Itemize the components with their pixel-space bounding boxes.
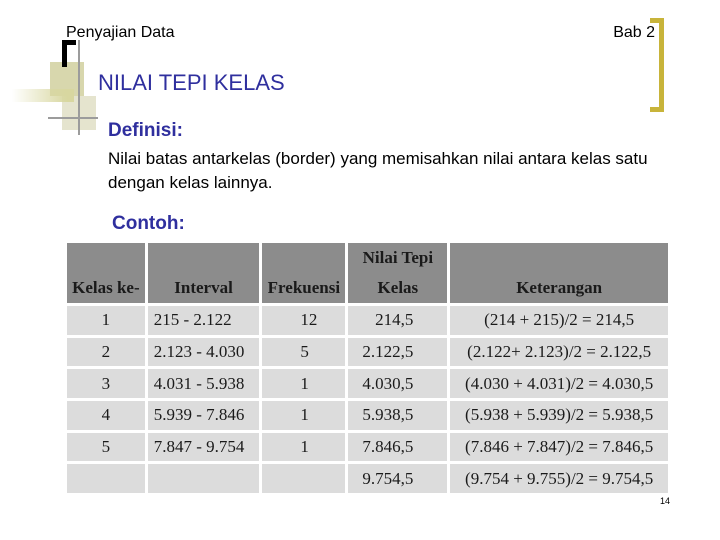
decor-vertical-line [78, 40, 80, 135]
header-interval: Interval [148, 243, 260, 303]
cell-interval: 4.031 - 5.938 [148, 369, 260, 398]
cell-interval: 215 - 2.122 [148, 306, 260, 335]
cell-frequency: 1 [262, 433, 345, 462]
cell-class-number: 5 [67, 433, 145, 462]
cell-remarks: (5.938 + 5.939)/2 = 5.938,5 [450, 401, 668, 430]
cell-frequency [262, 464, 345, 493]
table-row [67, 369, 668, 398]
cell-interval: 7.847 - 9.754 [148, 433, 260, 462]
cell-border-value: 7.846,5 [348, 433, 447, 462]
cell-class-number: 4 [67, 401, 145, 430]
header-left: Penyajian Data [66, 24, 175, 41]
header-frequency: Frekuensi [262, 243, 345, 303]
table-row [67, 464, 668, 493]
definition-label: Definisi: [108, 120, 183, 141]
cell-class-number: 3 [67, 369, 145, 398]
cell-interval: 2.123 - 4.030 [148, 338, 260, 367]
example-label: Contoh: [112, 213, 185, 234]
table-row [67, 338, 668, 367]
cell-remarks: (9.754 + 9.755)/2 = 9.754,5 [450, 464, 668, 493]
cell-class-number: 2 [67, 338, 145, 367]
cell-border-value: 5.938,5 [348, 401, 447, 430]
cell-class-number [67, 464, 145, 493]
cell-remarks: (7.846 + 7.847)/2 = 7.846,5 [450, 433, 668, 462]
cell-interval [148, 464, 260, 493]
header-right: Bab 2 [613, 24, 655, 41]
table-header-row [67, 243, 668, 303]
header-class-number: Kelas ke- [67, 243, 145, 303]
table-row [67, 401, 668, 430]
cell-frequency: 1 [262, 369, 345, 398]
page-title: NILAI TEPI KELAS [98, 70, 285, 95]
cell-border-value: 9.754,5 [348, 464, 447, 493]
border-values-table [64, 240, 671, 496]
cell-border-value: 4.030,5 [348, 369, 447, 398]
header-class-boundary-line1: Nilai Tepi [362, 248, 434, 267]
cell-border-value: 2.122,5 [348, 338, 447, 367]
table-row [67, 433, 668, 462]
cell-border-value: 214,5 [348, 306, 447, 335]
cell-interval: 5.939 - 7.846 [148, 401, 260, 430]
decor-horizontal-line [48, 117, 98, 119]
left-bracket [62, 40, 76, 67]
page-number: 14 [660, 496, 671, 506]
decor-bar [12, 89, 74, 102]
cell-remarks: (4.030 + 4.031)/2 = 4.030,5 [450, 369, 668, 398]
cell-remarks: (2.122+ 2.123)/2 = 2.122,5 [450, 338, 668, 367]
header-remarks: Keterangan [450, 243, 668, 303]
table-row [67, 306, 668, 335]
cell-frequency: 12 [262, 306, 345, 335]
cell-frequency: 5 [262, 338, 345, 367]
definition-text: Nilai batas antarkelas (border) yang memisahkan nilai antara kelas satu dengan kelas lainnya. [108, 149, 648, 192]
cell-class-number: 1 [67, 306, 145, 335]
cell-remarks: (214 + 215)/2 = 214,5 [450, 306, 668, 335]
header-class-boundary-line2: Kelas [377, 278, 419, 297]
header-class-boundary [348, 243, 447, 303]
cell-frequency: 1 [262, 401, 345, 430]
